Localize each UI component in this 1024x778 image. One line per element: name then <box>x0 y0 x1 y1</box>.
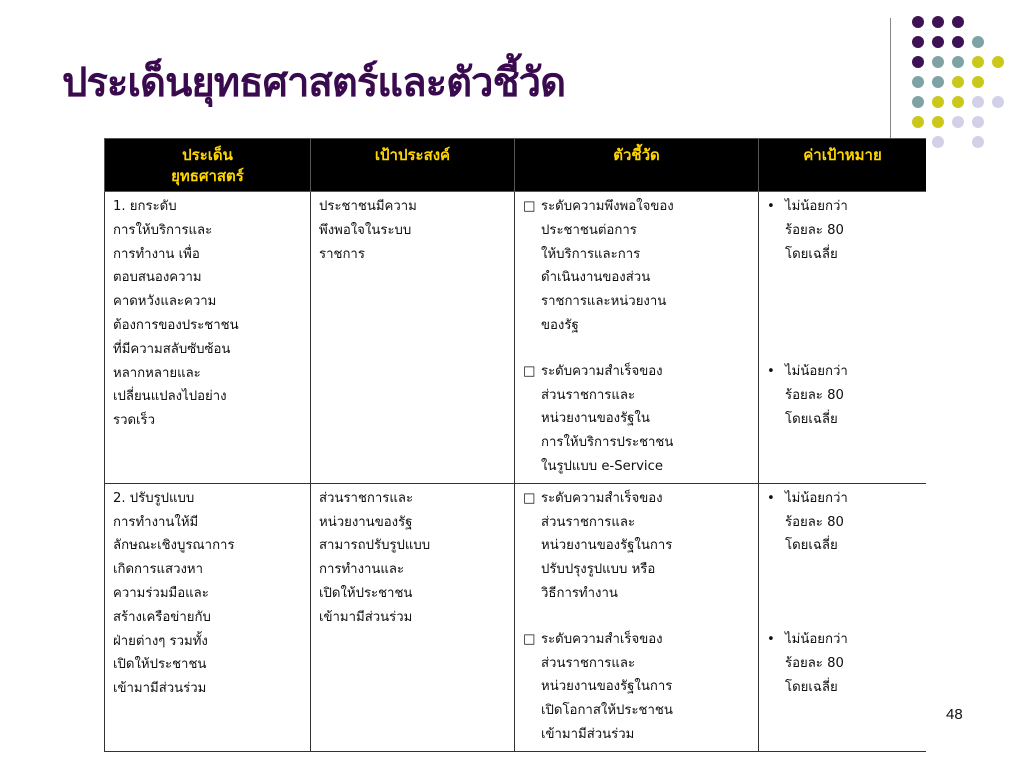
indicator-item <box>523 628 752 747</box>
header-target: ค่าเป้าหมาย <box>759 139 927 192</box>
indicator-text: ระดับความสำเร็จของ ส่วนราชการและ หน่วยงานของรัฐในการ ปรับปรุงรูปแบบ หรือ วิธีการทำงาน <box>541 490 673 601</box>
table-row <box>105 483 927 751</box>
decor-dot <box>912 36 924 48</box>
decor-dot <box>972 36 984 48</box>
decor-dot <box>972 136 984 148</box>
checkbox-square-icon: □ <box>523 363 536 379</box>
decor-dot <box>932 116 944 128</box>
decor-dot <box>952 36 964 48</box>
decor-dot <box>932 136 944 148</box>
slide-title: ประเด็นยุทธศาสตร์และตัวชี้วัด <box>62 59 566 106</box>
decor-dot <box>992 96 1004 108</box>
bullet-icon: • <box>767 199 775 214</box>
decor-dot <box>912 76 924 88</box>
header-objective: เป้าประสงค์ <box>311 139 515 192</box>
checkbox-square-icon: □ <box>523 631 536 647</box>
checkbox-square-icon: □ <box>523 490 536 506</box>
decor-dot <box>952 96 964 108</box>
decor-dot <box>952 76 964 88</box>
header-strategic-issue: ประเด็น ยุทธศาสตร์ <box>105 139 311 192</box>
decor-dot <box>912 16 924 28</box>
target-item <box>767 628 920 699</box>
table-row <box>105 192 927 484</box>
bullet-icon: • <box>767 632 775 648</box>
decor-dot <box>992 56 1004 68</box>
objective-cell: ประชาชนมีความ พึงพอใจในระบบ ราชการ <box>311 192 515 484</box>
strategic-issue-cell: 2. ปรับรูปแบบ การทำงานให้มี ลักษณะเชิงบูรณาการ เกิดการแสวงหา ความร่วมมือและ สร้างเครือข่ายกับ ฝ่ายต่างๆ รวมทั้ง เปิดให้ประชาชน เข้ามามีส่วนร่วม <box>105 483 311 751</box>
decor-dot <box>932 96 944 108</box>
target-text: ไม่น้อยกว่า ร้อยละ 80 โดยเฉลี่ย <box>785 490 848 554</box>
checkbox-square-icon: □ <box>523 199 536 214</box>
indicator-item <box>523 487 752 606</box>
page-number: 48 <box>946 706 963 723</box>
decor-dot <box>952 56 964 68</box>
objective-cell: ส่วนราชการและ หน่วยงานของรัฐ สามารถปรับรูปแบบ การทำงานและ เปิดให้ประชาชน เข้ามามีส่วนร่วม <box>311 483 515 751</box>
decor-dot <box>972 56 984 68</box>
indicator-item <box>523 195 752 338</box>
indicator-text: ระดับความสำเร็จของ ส่วนราชการและ หน่วยงานของรัฐใน การให้บริการประชาชน ในรูปแบบ e-Service <box>541 363 674 474</box>
target-cell <box>759 483 927 751</box>
indicator-text: ระดับความสำเร็จของ ส่วนราชการและ หน่วยงานของรัฐในการ เปิดโอกาสให้ประชาชน เข้ามามีส่วนร่วม <box>541 631 673 742</box>
strategy-table-container <box>104 138 926 778</box>
target-text: ไม่น้อยกว่า ร้อยละ 80 โดยเฉลี่ย <box>785 199 848 262</box>
target-text: ไม่น้อยกว่า ร้อยละ 80 โดยเฉลี่ย <box>785 632 848 695</box>
indicator-cell <box>515 192 759 484</box>
decor-dot <box>952 16 964 28</box>
target-item <box>767 360 920 431</box>
strategy-indicator-table <box>104 138 926 752</box>
target-item <box>767 487 920 558</box>
indicator-cell <box>515 483 759 751</box>
target-item <box>767 195 920 266</box>
target-cell <box>759 192 927 484</box>
strategic-issue-cell: 1. ยกระดับ การให้บริการและ การทำงาน เพื่อ ตอบสนองความ คาดหวังและความ ต้องการของประชาชน ที่มีความสลับซับซ้อน หลากหลายและ เปลี่ยนแปลงไปอย่าง รวดเร็ว <box>105 192 311 484</box>
decor-dot <box>912 96 924 108</box>
bullet-icon: • <box>767 364 775 380</box>
target-text: ไม่น้อยกว่า ร้อยละ 80 โดยเฉลี่ย <box>785 364 848 427</box>
decor-dot <box>912 56 924 68</box>
bullet-icon: • <box>767 490 775 506</box>
decor-dot <box>972 96 984 108</box>
decor-dot <box>952 116 964 128</box>
decor-dot <box>972 76 984 88</box>
decor-dot <box>912 116 924 128</box>
decor-dot <box>932 16 944 28</box>
header-indicator: ตัวชี้วัด <box>515 139 759 192</box>
table-header-row <box>105 139 927 192</box>
indicator-item <box>523 360 752 479</box>
decor-dot <box>932 56 944 68</box>
decor-dot <box>932 36 944 48</box>
indicator-text: ระดับความพึงพอใจของ ประชาชนต่อการ ให้บริการและการ ดำเนินงานของส่วน ราชการและหน่วยงาน ของรัฐ <box>541 199 674 333</box>
decor-dot <box>972 116 984 128</box>
decor-dot <box>932 76 944 88</box>
